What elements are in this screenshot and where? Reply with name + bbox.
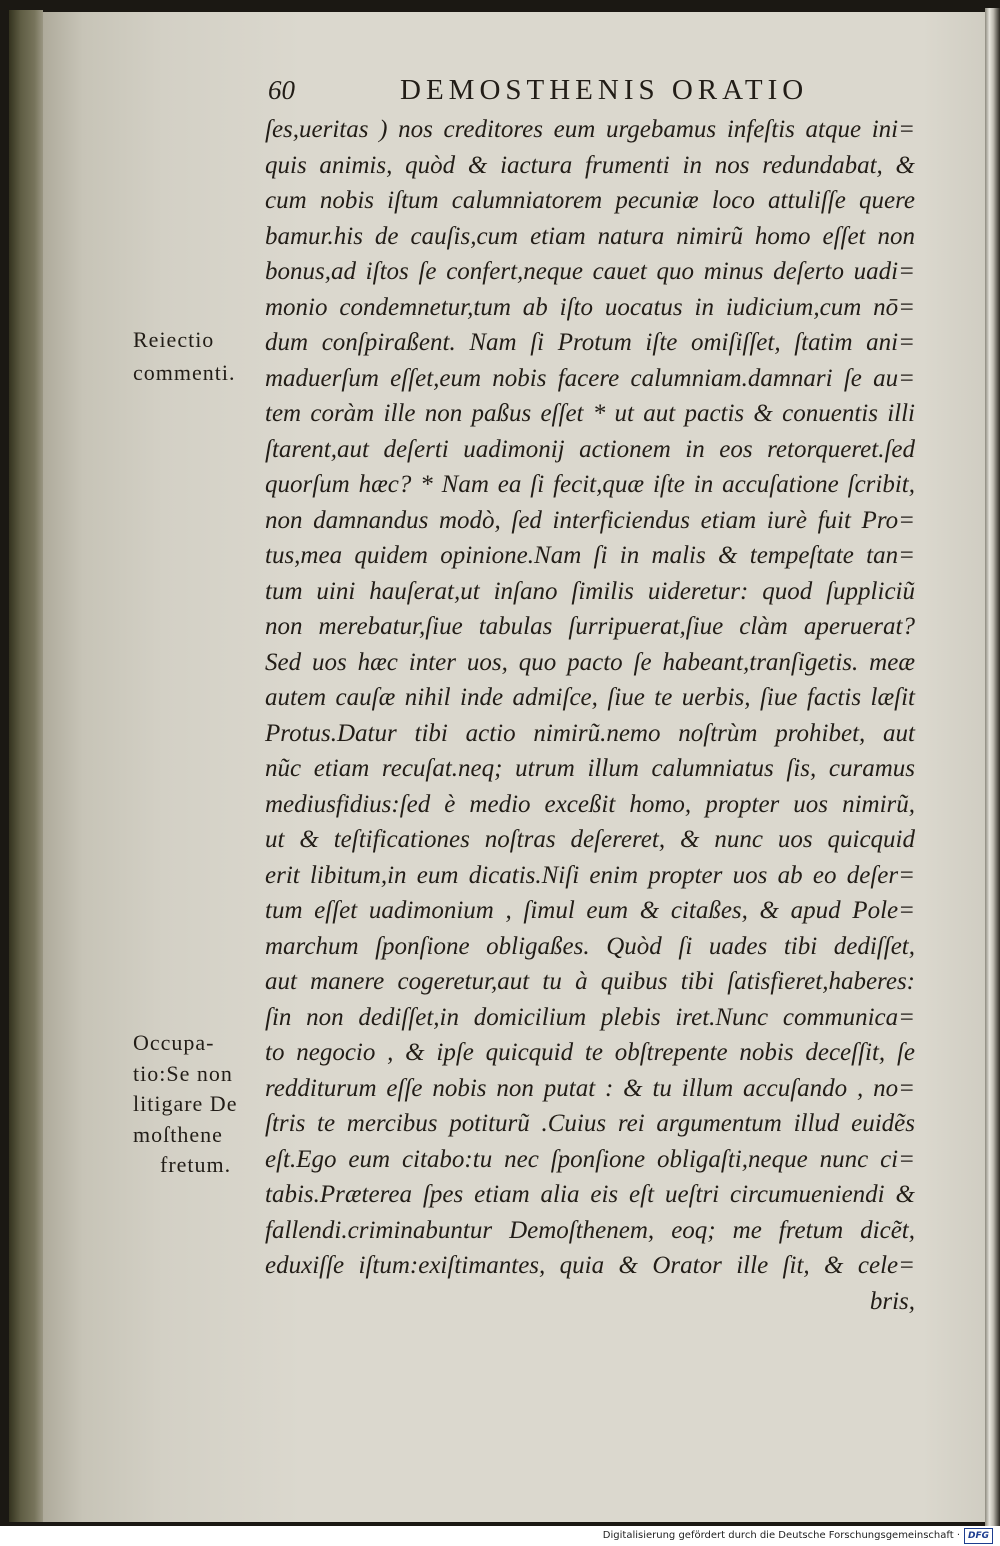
text-line — [265, 325, 915, 361]
margin-note-line: Occupa- — [133, 1030, 215, 1055]
page-right-edge — [985, 8, 1000, 1526]
text-line-text: autem cauſæ nihil inde admiſce, ſiue te uerbis, ſiue factis læſit — [265, 684, 915, 711]
catchword-line — [265, 1284, 915, 1320]
text-line — [265, 112, 915, 148]
text-line — [265, 183, 915, 219]
margin-note-line: litigare De — [133, 1091, 238, 1116]
text-line — [265, 254, 915, 290]
running-head — [0, 70, 1000, 110]
text-line — [265, 645, 915, 681]
margin-note-line: tio:Se non — [133, 1060, 233, 1086]
text-line — [265, 574, 915, 610]
running-title: DEMOSTHENIS ORATIO — [400, 74, 809, 106]
text-line-text: tus,mea quidem opinione.Nam ſi in malis & tempeſtate tan= — [265, 542, 915, 569]
margin-note-line: commenti. — [133, 360, 236, 385]
text-line-text: tum eſſet uadimonium , ſimul eum & citaßes, & apud Pole= — [265, 897, 915, 924]
digitization-credit: Digitalisierung gefördert durch die Deutsche Forschungsgemeinschaft · — [602, 1530, 960, 1541]
text-line-text: quorſum hæc? * Nam ea ſi fecit,quæ iſte in accuſatione ſcribit, — [265, 471, 915, 498]
text-line — [265, 432, 915, 468]
digitization-footer — [0, 1526, 1000, 1546]
text-line — [265, 1106, 915, 1142]
text-line-text: ſin non dediſſet,in domicilium plebis iret.Nunc communica= — [265, 1003, 915, 1031]
text-line — [265, 1142, 915, 1178]
text-line — [265, 219, 915, 255]
catchword: bris, — [869, 1287, 915, 1315]
text-line-text: bamur.his de cauſis,cum etiam natura nimirũ homo eſſet non — [265, 222, 915, 250]
text-line-text: quis animis, quòd & iactura frumenti in nos redundabat, & — [265, 151, 915, 179]
text-line — [265, 538, 915, 574]
text-line — [265, 467, 915, 503]
text-line-text: non merebatur,ſiue tabulas ſurripuerat,ſiue clàm aperuerat? — [265, 613, 915, 640]
text-line — [265, 964, 915, 1000]
text-line-text: bonus,ad iſtos ſe confert,neque cauet quo minus deſerto uadi= — [265, 258, 915, 285]
text-line — [265, 680, 915, 716]
text-line — [265, 893, 915, 929]
body-text — [265, 112, 915, 1319]
text-line-text: tum uini hauſerat,ut inſano ſimilis uideretur: quod ſuppliciũ — [265, 577, 915, 605]
text-line — [265, 1071, 915, 1107]
margin-note-line: Reiectio — [133, 327, 215, 352]
text-line-text: Protus.Datur tibi actio nimirũ.nemo noſtrùm prohibet, aut — [265, 719, 915, 747]
text-line — [265, 751, 915, 787]
text-line-text: ſes,ueritas ) nos creditores eum urgebamus infeſtis atque ini= — [265, 116, 915, 143]
margin-note-line: fretum. — [160, 1152, 232, 1177]
text-line — [265, 503, 915, 539]
text-line-text: eſt.Ego eum citabo:tu nec ſponſione obligaſti,neque nunc ci= — [265, 1145, 915, 1173]
text-line — [265, 396, 915, 432]
text-line-text: ſtarent,aut deſerti uadimonij actionem in eos retorqueret.ſed — [265, 435, 915, 463]
text-line — [265, 1035, 915, 1071]
text-line — [265, 716, 915, 752]
text-line-text: erit libitum,in eum dicatis.Niſi enim propter uos ab eo deſer= — [265, 861, 915, 889]
dfg-logo: DFG — [964, 1528, 993, 1544]
text-line-text: eduxiſſe iſtum:exiſtimantes, quia & Orator ille ſit, & cele= — [265, 1252, 915, 1279]
text-line — [265, 858, 915, 894]
page-number: 60 — [268, 75, 295, 105]
text-line-text: cum nobis iſtum calumniatorem pecuniæ loco attuliſſe quere — [265, 187, 915, 214]
margin-note-occupatio — [133, 1028, 237, 1181]
text-line — [265, 1177, 915, 1213]
text-line-text: fallendi.criminabuntur Demoſthenem, eoq; me fretum dicẽt, — [265, 1216, 915, 1244]
text-line-text: marchum ſponſione obligaßes. Quòd ſi uades tibi dediſſet, — [265, 932, 915, 960]
text-line — [265, 1213, 915, 1249]
text-line-text: to negocio , & ipſe quicquid te obſtrepente nobis deceſſit, ſe — [265, 1039, 915, 1066]
margin-note-reiectio — [133, 323, 235, 389]
text-line-text: mediusfidius:ſed è medio exceßit homo, propter uos nimirũ, — [265, 790, 915, 818]
margin-note-line: moſthene — [133, 1121, 223, 1147]
text-line — [265, 148, 915, 184]
text-line-text: ut & teſtificationes noſtras deſereret, & nunc uos quicquid — [265, 826, 915, 853]
text-line — [265, 929, 915, 965]
text-line-text: aut manere cogeretur,aut tu à quibus tibi ſatisfieret,haberes: — [265, 968, 915, 995]
text-line — [265, 787, 915, 823]
text-line-text: maduerſum eſſet,eum nobis facere calumniam.damnari ſe au= — [265, 364, 915, 392]
text-line-text: non damnandus modò, ſed interficiendus etiam iurè fuit Pro= — [265, 506, 915, 534]
text-line — [265, 609, 915, 645]
text-line — [265, 361, 915, 397]
text-line-text: redditurum eſſe nobis non putat : & tu illum accuſando , no= — [265, 1074, 915, 1102]
text-line — [265, 822, 915, 858]
text-line — [265, 1248, 915, 1284]
binding-edge — [9, 10, 43, 1522]
text-line-text: tabis.Præterea ſpes etiam alia eis eſt ueſtri circumueniendi & — [265, 1181, 915, 1208]
text-line — [265, 1000, 915, 1036]
text-line-text: nũc etiam recuſat.neq; utrum illum calumniatus ſis, curamus — [265, 755, 915, 782]
text-line-text: ſtris te mercibus potiturũ .Cuius rei argumentum illud euidẽs — [265, 1110, 915, 1137]
text-line-text: dum conſpiraßent. Nam ſi Protum iſte omiſiſſet, ſtatim ani= — [265, 329, 915, 356]
text-line-text: Sed uos hæc inter uos, quo pacto ſe habeant,tranſigetis. meæ — [265, 648, 915, 676]
text-line-text: tem coràm ille non paßus eſſet * ut aut pactis & conuentis illi — [265, 400, 915, 427]
text-line-text: monio condemnetur,tum ab iſto uocatus in iudicium,cum nō= — [265, 293, 915, 321]
text-line — [265, 290, 915, 326]
